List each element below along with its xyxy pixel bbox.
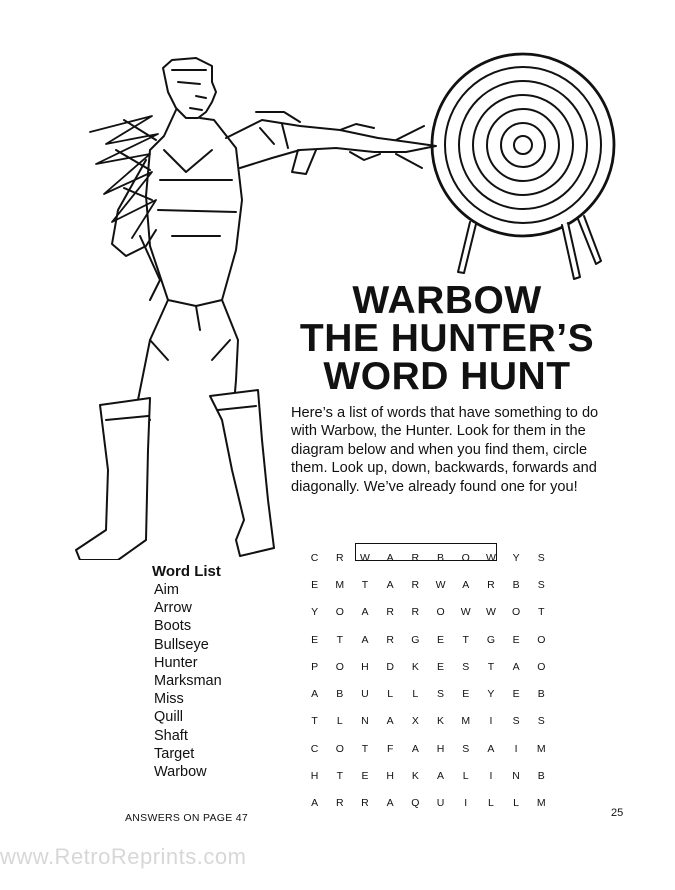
grid-letter: E bbox=[361, 770, 369, 783]
grid-letter: W bbox=[485, 551, 496, 564]
grid-letter: A bbox=[437, 770, 445, 783]
grid-letter: A bbox=[462, 578, 470, 591]
grid-letter: Y bbox=[311, 606, 319, 619]
grid-letter: L bbox=[387, 688, 394, 701]
grid-letter: O bbox=[537, 660, 546, 673]
grid-letter: C bbox=[310, 742, 319, 755]
title-line-2: THE HUNTER’S bbox=[299, 317, 595, 360]
word-list-item: Miss bbox=[154, 691, 184, 708]
grid-letter: S bbox=[537, 715, 545, 728]
grid-letter: D bbox=[386, 660, 394, 673]
instructions-paragraph: Here’s a list of words that have something to do with Warbow, the Hunter. Look for them in the diagram below and when you find them, circle them. Look up, down, backwards, forwards and diagonally. We’ve already found one for you! bbox=[291, 405, 599, 495]
grid-letter: G bbox=[486, 633, 495, 646]
archery-target bbox=[432, 54, 614, 279]
grid-letter: R bbox=[335, 551, 344, 564]
grid-letter: M bbox=[536, 797, 546, 810]
grid-letter: R bbox=[361, 797, 369, 810]
grid-letter: O bbox=[335, 660, 344, 673]
grid-letter: T bbox=[336, 633, 343, 646]
word-list-item: Arrow bbox=[154, 600, 192, 617]
grid-letter: O bbox=[537, 633, 546, 646]
grid-letter: R bbox=[386, 606, 394, 619]
grid-letter: O bbox=[436, 606, 445, 619]
grid-letter: R bbox=[411, 578, 420, 591]
grid-letter: W bbox=[485, 606, 496, 619]
word-list-item: Target bbox=[154, 745, 195, 762]
word-list-item: Marksman bbox=[154, 673, 222, 690]
word-list-item: Quill bbox=[154, 709, 184, 726]
grid-letter: L bbox=[336, 715, 343, 728]
grid-letter: F bbox=[386, 742, 394, 755]
grid-letter: H bbox=[386, 770, 394, 783]
grid-letter: E bbox=[512, 633, 520, 646]
grid-letter: S bbox=[462, 742, 470, 755]
grid-letter: E bbox=[311, 633, 319, 646]
grid-letter: R bbox=[411, 551, 420, 564]
grid-letter: P bbox=[311, 660, 319, 673]
word-list-item: Bullseye bbox=[154, 636, 209, 653]
grid-letter: T bbox=[361, 578, 369, 591]
grid-letter: K bbox=[437, 715, 445, 728]
grid-letter: E bbox=[437, 633, 445, 646]
grid-letter: R bbox=[411, 606, 420, 619]
grid-letter: A bbox=[311, 797, 319, 810]
grid-letter: E bbox=[437, 660, 445, 673]
word-list-item: Boots bbox=[154, 618, 192, 635]
grid-letter: U bbox=[436, 797, 445, 810]
grid-letter: A bbox=[386, 551, 394, 564]
word-list-item: Warbow bbox=[154, 764, 207, 781]
grid-letter: W bbox=[435, 578, 446, 591]
grid-letter: X bbox=[411, 715, 419, 728]
grid-letter: N bbox=[512, 770, 520, 783]
grid-letter: M bbox=[536, 742, 546, 755]
grid-letter: T bbox=[538, 606, 545, 619]
word-list-item: Aim bbox=[154, 582, 179, 598]
answers-note: ANSWERS ON PAGE 47 bbox=[125, 812, 249, 824]
grid-letter: T bbox=[336, 770, 343, 783]
page-number: 25 bbox=[611, 807, 624, 819]
grid-letter: S bbox=[437, 688, 445, 701]
word-list bbox=[152, 563, 222, 781]
grid-letter: A bbox=[361, 606, 369, 619]
grid-letter: S bbox=[512, 715, 520, 728]
grid-letter: T bbox=[462, 633, 469, 646]
watermark: www.RetroReprints.com bbox=[0, 844, 247, 869]
grid-letter: W bbox=[460, 606, 471, 619]
grid-letter: L bbox=[487, 797, 494, 810]
word-search-grid bbox=[302, 544, 554, 817]
grid-letter: L bbox=[513, 797, 520, 810]
grid-letter: M bbox=[461, 715, 471, 728]
grid-letter: A bbox=[386, 578, 394, 591]
grid-letter: O bbox=[461, 551, 470, 564]
grid-letter: A bbox=[386, 715, 394, 728]
grid-letter: O bbox=[512, 606, 521, 619]
grid-letter: L bbox=[412, 688, 419, 701]
grid-letter: Y bbox=[487, 688, 495, 701]
grid-letter: K bbox=[411, 770, 419, 783]
grid-letter: E bbox=[512, 688, 520, 701]
word-list-title: Word List bbox=[152, 563, 221, 580]
grid-letter: O bbox=[335, 606, 344, 619]
grid-letter: R bbox=[487, 578, 495, 591]
grid-letter: S bbox=[537, 578, 545, 591]
grid-letter: I bbox=[514, 742, 518, 755]
grid-letter: A bbox=[487, 742, 495, 755]
grid-letter: S bbox=[462, 660, 470, 673]
grid-letter: A bbox=[386, 797, 394, 810]
word-list-item: Hunter bbox=[154, 654, 198, 671]
grid-letter: O bbox=[335, 742, 344, 755]
found-word-highlight bbox=[355, 543, 497, 561]
grid-letter: B bbox=[437, 551, 445, 564]
grid-letter: U bbox=[361, 688, 369, 701]
grid-letter: T bbox=[311, 715, 318, 728]
grid-letter: M bbox=[335, 578, 345, 591]
grid-letter: B bbox=[512, 578, 520, 591]
grid-letter: I bbox=[489, 770, 493, 783]
grid-letter: N bbox=[361, 715, 369, 728]
grid-letter: T bbox=[487, 660, 495, 673]
grid-letter: H bbox=[436, 742, 445, 755]
grid-letter: I bbox=[464, 797, 468, 810]
title-line-1: WARBOW bbox=[352, 279, 542, 322]
word-list-item: Shaft bbox=[154, 727, 188, 744]
page-title bbox=[282, 279, 612, 398]
grid-letter: A bbox=[311, 688, 319, 701]
grid-letter: C bbox=[310, 551, 319, 564]
grid-letter: R bbox=[386, 633, 394, 646]
grid-letter: I bbox=[489, 715, 493, 728]
grid-letter: B bbox=[537, 688, 545, 701]
grid-letter: R bbox=[335, 797, 344, 810]
grid-letter: A bbox=[411, 742, 419, 755]
grid-letter: B bbox=[336, 688, 344, 701]
grid-letter: S bbox=[537, 551, 545, 564]
grid-letter: L bbox=[462, 770, 469, 783]
grid-letter: K bbox=[411, 660, 419, 673]
grid-letter: A bbox=[361, 633, 369, 646]
grid-letter: H bbox=[361, 660, 369, 673]
grid-letter: Y bbox=[512, 551, 520, 564]
grid-letter: E bbox=[462, 688, 470, 701]
grid-letter: B bbox=[537, 770, 545, 783]
grid-letter: E bbox=[311, 578, 319, 591]
grid-letter: W bbox=[360, 551, 370, 564]
grid-letter: A bbox=[512, 660, 520, 673]
grid-letter: G bbox=[411, 633, 420, 646]
grid-letter: Q bbox=[411, 797, 420, 810]
grid-letter: H bbox=[310, 770, 319, 783]
title-line-3: WORD HUNT bbox=[323, 355, 571, 398]
grid-letter: T bbox=[361, 742, 369, 755]
